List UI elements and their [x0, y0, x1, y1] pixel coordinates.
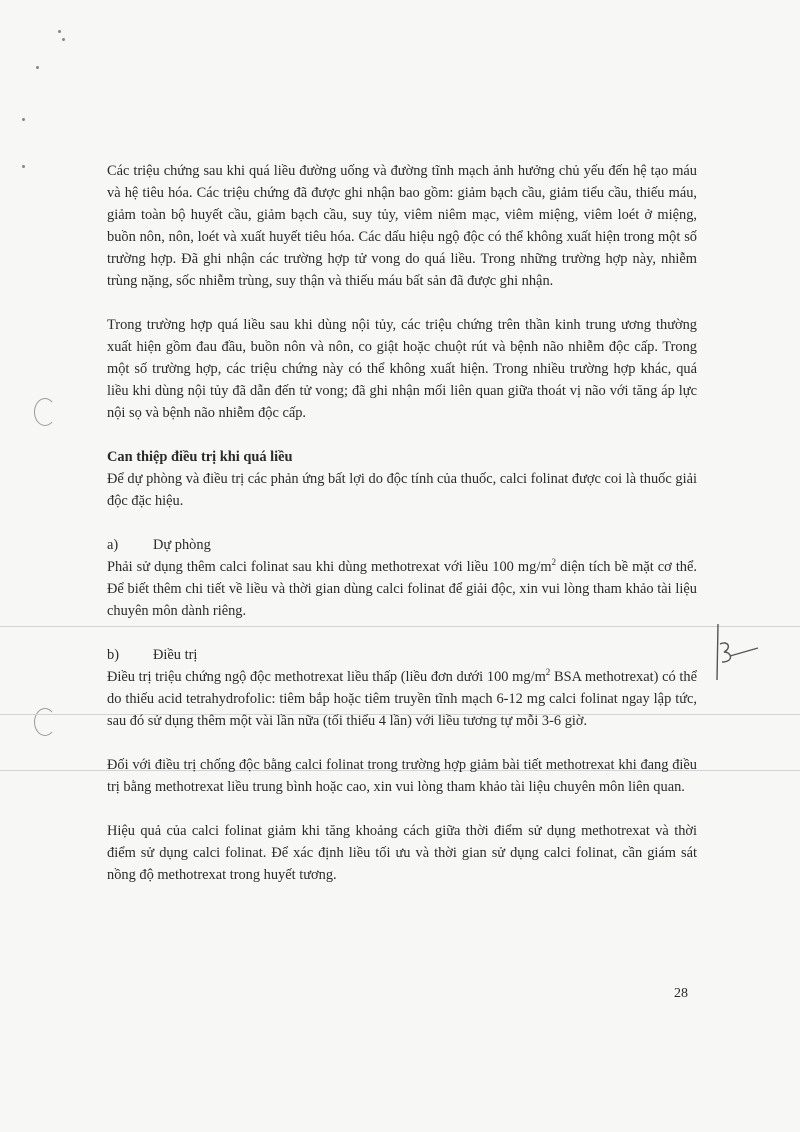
prevention-superscript: 2: [551, 557, 557, 568]
paragraph-efficacy: Hiệu quả của calci folinat giảm khi tăng khoảng cách giữa thời điểm sử dụng methotrexat và thời điểm sử dụng calci folinat. Để xác định liều tối ưu và thời gian sử dụng calci folinat, cần giám sát nồng độ methotrexat trong huyết tương.: [107, 823, 697, 883]
treatment-text-2: BSA methotrexat) có thể do thiếu acid tetrahydrofolic: tiêm bắp hoặc tiêm truyền tĩnh mạch 6-12 mg calci folinat ngay lập tức, sau đó sử dụng thêm một vài lần nữa (tối thiểu 4 lần) với liều tương tự mỗi 3-6 giờ.: [107, 669, 697, 729]
paragraph-overdose-symptoms: Các triệu chứng sau khi quá liều đường uống và đường tĩnh mạch ảnh hưởng chủ yếu đến hệ tạo máu và hệ tiêu hóa. Các triệu chứng đã được ghi nhận bao gồm: giảm bạch cầu, giảm tiểu cầu, thiếu máu, giảm toàn bộ huyết cầu, giảm bạch cầu, suy tủy, viêm niêm mạc, viêm miệng, viêm loét ở miệng, buồn nôn, nôn, loét và xuất huyết tiêu hóa. Các dấu hiệu ngộ độc có thể không xuất hiện trong một số trường hợp. Đã ghi nhận các trường hợp tử vong do quá liều. Trong những trường hợp này, nhiễm trùng nặng, sốc nhiễm trùng, suy thận và thiếu máu bất sản đã được ghi nhận.: [107, 163, 697, 289]
punch-hole-mark: [34, 398, 56, 426]
scan-speck: [22, 165, 25, 168]
page-number: 28: [674, 986, 688, 1001]
subsection-a-heading: Dự phòng: [153, 537, 211, 553]
document-body: [107, 160, 697, 886]
paragraph-intrathecal-overdose: Trong trường hợp quá liều sau khi dùng nội tủy, các triệu chứng trên thần kinh trung ương thường xuất hiện gồm đau đầu, buồn nôn và nôn, co giật hoặc chuột rút và bệnh não nhiễm độc cấp. Trong một số trường hợp, các triệu chứng này có thể không xuất hiện. Trong nhiều trường hợp khác, quá liều khi dùng nội tủy đã dẫn đến tử vong; đã ghi nhận mối liên quan giữa thoát vị não với tăng áp lực nội sọ và bệnh não nhiễm độc cấp.: [107, 317, 697, 421]
paragraph-reduced-excretion: Đối với điều trị chống độc bằng calci folinat trong trường hợp giảm bài tiết methotrexat khi đang điều trị bằng methotrexat liều trung bình hoặc cao, xin vui lòng tham khảo tài liệu chuyên môn liên quan.: [107, 757, 697, 795]
treatment-superscript: 2: [545, 667, 551, 678]
subsection-a-label: a): [107, 537, 119, 553]
paragraph-treatment: [107, 666, 697, 732]
scan-speck: [58, 30, 61, 33]
subsection-b-heading: Điều trị: [153, 647, 198, 663]
subsection-b-title: [107, 644, 697, 666]
scan-speck: [62, 38, 65, 41]
punch-hole-mark: [34, 708, 56, 736]
subsection-b-label: b): [107, 647, 119, 663]
prevention-text-2: diện tích bề mặt cơ thể. Để biết thêm chi tiết về liều và thời gian dùng calci folinat để giải độc, xin vui lòng tham khảo tài liệu chuyên môn dành riêng.: [107, 559, 697, 619]
scan-speck: [36, 66, 39, 69]
paragraph-antidote: Để dự phòng và điều trị các phản ứng bất lợi do độc tính của thuốc, calci folinat được coi là thuốc giải độc đặc hiệu.: [107, 471, 697, 509]
section-heading: Can thiệp điều trị khi quá liều: [107, 449, 293, 465]
subsection-a-title: [107, 534, 697, 556]
scan-speck: [22, 118, 25, 121]
treatment-text-1: Điều trị triệu chứng ngộ độc methotrexat liều thấp (liều đơn dưới 100 mg/m: [107, 669, 546, 685]
prevention-text-1: Phải sử dụng thêm calci folinat sau khi dùng methotrexat với liều 100 mg/m: [107, 559, 552, 575]
handwritten-initial-mark: [700, 622, 760, 682]
paragraph-prevention: [107, 556, 697, 622]
